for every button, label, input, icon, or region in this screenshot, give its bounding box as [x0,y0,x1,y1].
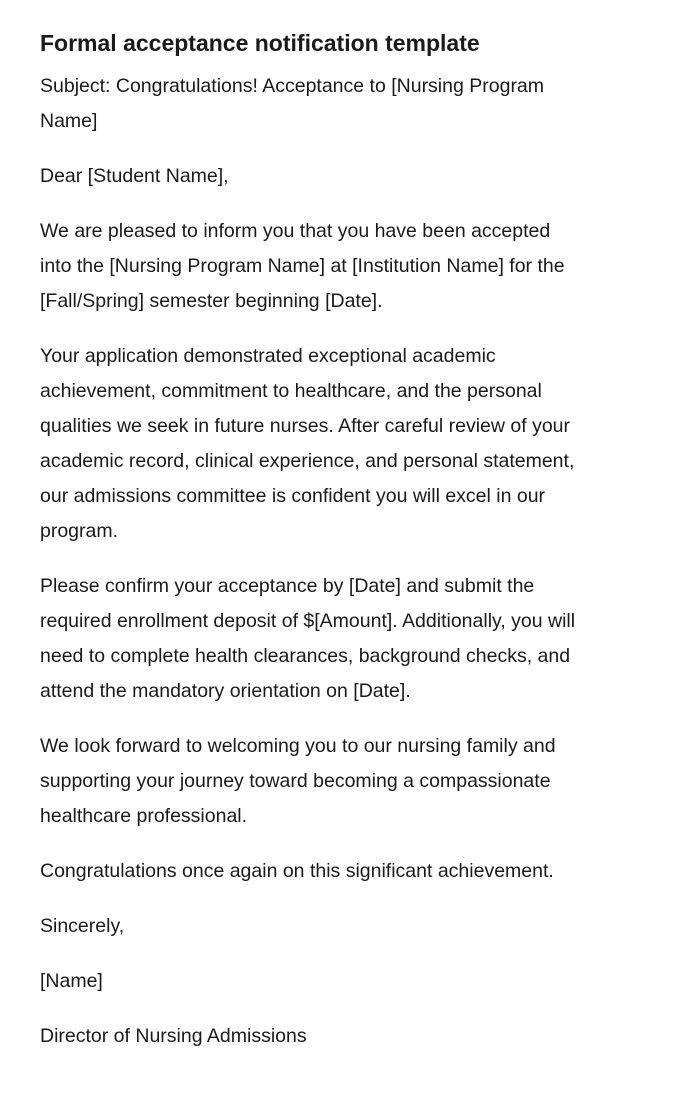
page-title: Formal acceptance notification template [40,30,480,56]
paragraph-1: Subject: Congratulations! Acceptance to [Nursing Program Name] [40,75,545,132]
paragraph-4: Your application demonstrated exceptional academic achievement, commitment to healthcare, and the personal qualities we seek in future nurses. After careful review of your academic record, clinical experience, and personal statement, our admissions committee is confident you will excel in our program. [40,345,575,542]
paragraph-8: Sincerely, [40,915,125,937]
paragraph-2: Dear [Student Name], [40,165,229,187]
paragraph-7: Congratulations once again on this significant achievement. [40,860,554,882]
paragraph-3: We are pleased to inform you that you have been accepted into the [Nursing Program Name] at [Institution Name] for the [Fall/Spring] semester beginning [Date]. [40,220,565,312]
paragraph-10: Director of Nursing Admissions [40,1025,307,1047]
paragraph-9: [Name] [40,970,103,992]
letter-body [40,69,660,1054]
paragraph-5: Please confirm your acceptance by [Date] and submit the required enrollment deposit of $[Amount]. Additionally, you will need to complete health clearances, background checks, and attend the mandatory orientation on [Date]. [40,575,576,702]
paragraph-6: We look forward to welcoming you to our nursing family and supporting your journey toward becoming a compassionate healthcare professional. [40,735,556,827]
